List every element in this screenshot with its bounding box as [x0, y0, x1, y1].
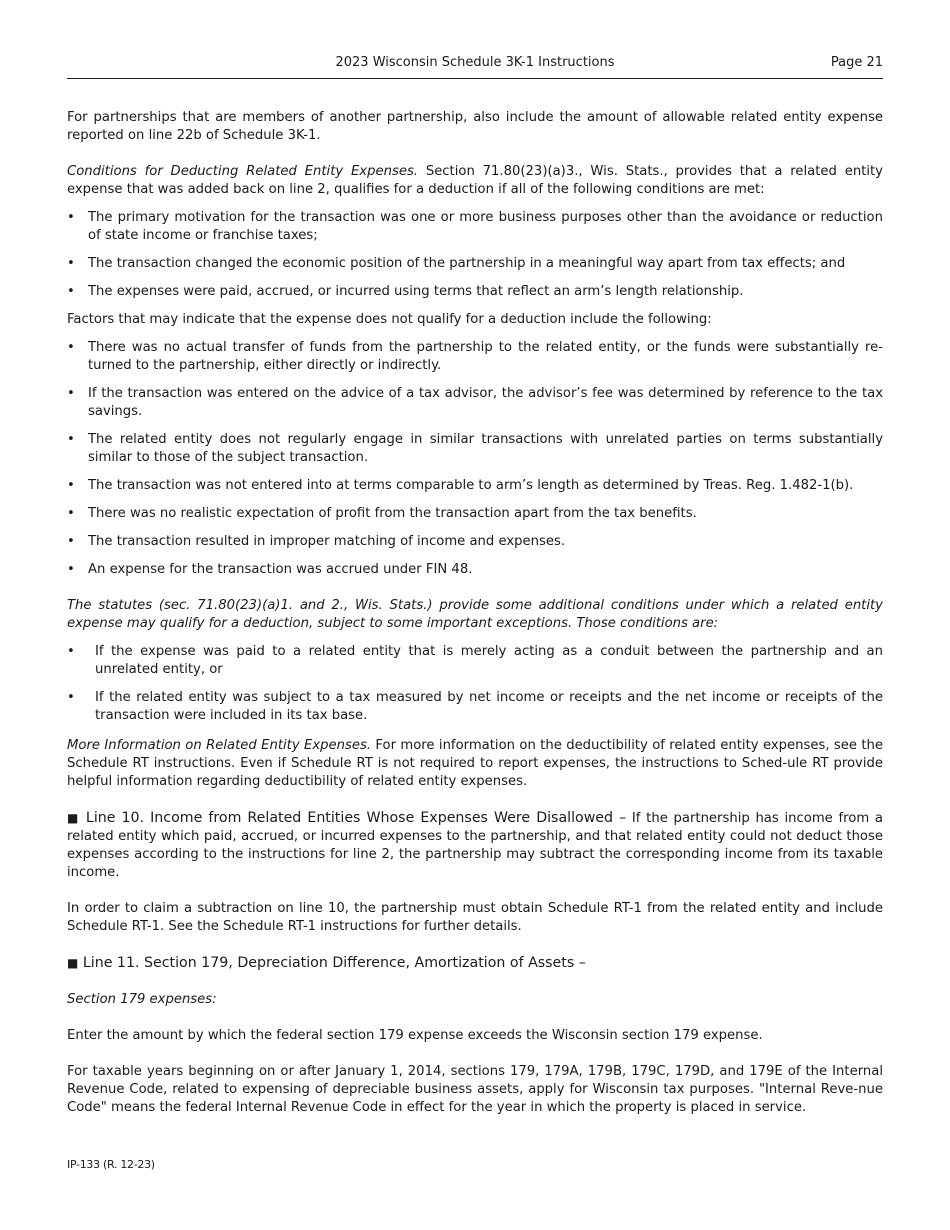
list-item	[67, 689, 883, 725]
more-info-heading: More Information on Related Entity Expenses.	[67, 738, 372, 753]
list-item	[67, 477, 883, 495]
list-item	[67, 505, 883, 523]
statutes-paragraph: The statutes (sec. 71.80(23)(a)1. and 2., Wis. Stats.) provide some additional conditions under which a related entity expense may qualify for a deduction, subject to some important exceptions. Those conditions are:	[67, 598, 883, 631]
list-item-text: There was no actual transfer of funds from the partnership to the related entity, or the funds were substantially re-turned to the partnership, either directly or indirectly.	[88, 340, 883, 373]
line10-rt1-paragraph: In order to claim a subtraction on line 10, the partnership must obtain Schedule RT-1 from the related entity and include Schedule RT-1. See the Schedule RT-1 instructions for further details.	[67, 901, 883, 934]
statutes-list	[67, 643, 883, 725]
list-item-text: The transaction changed the economic position of the partnership in a meaningful way apart from tax effects; and	[88, 256, 846, 271]
line11-heading: Line 11. Section 179, Depreciation Difference, Amortization of Assets –	[78, 955, 586, 971]
bullet-icon: •	[67, 478, 75, 493]
list-item-text: The transaction resulted in improper matching of income and expenses.	[88, 534, 566, 549]
header-page-number: Page 21	[830, 55, 883, 70]
line10-paragraph	[67, 809, 883, 882]
bullet-icon: •	[67, 506, 75, 521]
bullet-icon: •	[67, 690, 75, 705]
conditions-heading: Conditions for Deducting Related Entity Expenses.	[67, 164, 419, 179]
list-item	[67, 283, 883, 301]
list-item-text: If the related entity was subject to a tax measured by net income or receipts and the net income or receipts of the transaction were included in its tax base.	[95, 690, 883, 723]
bullet-icon: •	[67, 644, 75, 659]
conditions-text: Section 71.80(23)(a)3., Wis. Stats., provides that a related entity expense that was added back on line 2, qualifies for a deduction if all of the following conditions are met:	[67, 164, 883, 197]
header-rule	[67, 78, 883, 79]
more-info-paragraph	[67, 737, 883, 791]
square-bullet-icon: ■	[67, 811, 80, 825]
more-info-text: For more information on the deductibility of related entity expenses, see the Schedule RT instructions. Even if Schedule RT is not required to report expenses, the instructions to Sched-ule RT provide helpful information regarding deductibility of related entity expenses.	[67, 738, 883, 789]
list-item	[67, 561, 883, 579]
factors-intro: Factors that may indicate that the expense does not qualify for a deduction include the following:	[67, 312, 712, 327]
list-item-text: There was no realistic expectation of profit from the transaction apart from the tax benefits.	[88, 506, 697, 521]
square-bullet-icon: ■	[67, 956, 79, 970]
list-item-text: If the expense was paid to a related entity that is merely acting as a conduit between the partnership and an unrelated entity, or	[95, 644, 883, 677]
list-item	[67, 643, 883, 679]
conditions-paragraph	[67, 163, 883, 199]
bullet-icon: •	[67, 534, 75, 549]
header-title: 2023 Wisconsin Schedule 3K-1 Instructions	[335, 55, 615, 70]
bullet-icon: •	[67, 340, 75, 355]
list-item	[67, 339, 883, 375]
bullet-icon: •	[67, 432, 75, 447]
conditions-list	[67, 209, 883, 301]
irc-paragraph: For taxable years beginning on or after January 1, 2014, sections 179, 179A, 179B, 179C, 179D, and 179E of the Internal Revenue Code, related to expensing of depreciable business assets, apply for Wisconsin tax purposes. "Internal Reve-nue Code" means the federal Internal Revenue Code in effect for the year in which the property is placed in service.	[67, 1064, 883, 1115]
line10-text: If the partnership has income from a related entity which paid, accrued, or incurred expenses to the partnership, and that related entity could not deduct those expenses according to the instructions for line 2, the partnership may subtract the corresponding income from its taxable income.	[67, 811, 884, 880]
list-item-text: The expenses were paid, accrued, or incurred using terms that reflect an arm’s length relationship.	[88, 284, 744, 299]
line10-heading: Line 10. Income from Related Entities Whose Expenses Were Disallowed –	[79, 810, 627, 826]
bullet-icon: •	[67, 256, 75, 271]
section179-paragraph: Enter the amount by which the federal section 179 expense exceeds the Wisconsin section 179 expense.	[67, 1028, 763, 1043]
line11-heading-line	[67, 954, 883, 973]
list-item	[67, 385, 883, 421]
bullet-icon: •	[67, 562, 75, 577]
list-item	[67, 255, 883, 273]
page-header	[67, 54, 883, 72]
page-footer: IP-133 (R. 12-23)	[67, 1158, 155, 1171]
list-item	[67, 431, 883, 467]
list-item-text: An expense for the transaction was accrued under FIN 48.	[88, 562, 473, 577]
bullet-icon: •	[67, 386, 75, 401]
list-item-text: The transaction was not entered into at terms comparable to arm’s length as determined by Treas. Reg. 1.482-1(b).	[88, 478, 854, 493]
bullet-icon: •	[67, 284, 75, 299]
list-item	[67, 533, 883, 551]
list-item-text: If the transaction was entered on the advice of a tax advisor, the advisor’s fee was determined by reference to the tax savings.	[88, 386, 883, 419]
document-body	[67, 109, 883, 1117]
list-item-text: The related entity does not regularly engage in similar transactions with unrelated parties on terms substantially similar to those of the subject transaction.	[88, 432, 883, 465]
section179-subheading: Section 179 expenses:	[67, 992, 217, 1007]
factors-list	[67, 339, 883, 579]
list-item-text: The primary motivation for the transaction was one or more business purposes other than the avoidance or reduction of state income or franchise taxes;	[88, 210, 883, 243]
bullet-icon: •	[67, 210, 75, 225]
list-item	[67, 209, 883, 245]
partnership-members-paragraph: For partnerships that are members of another partnership, also include the amount of allowable related entity expense reported on line 22b of Schedule 3K-1.	[67, 110, 883, 143]
